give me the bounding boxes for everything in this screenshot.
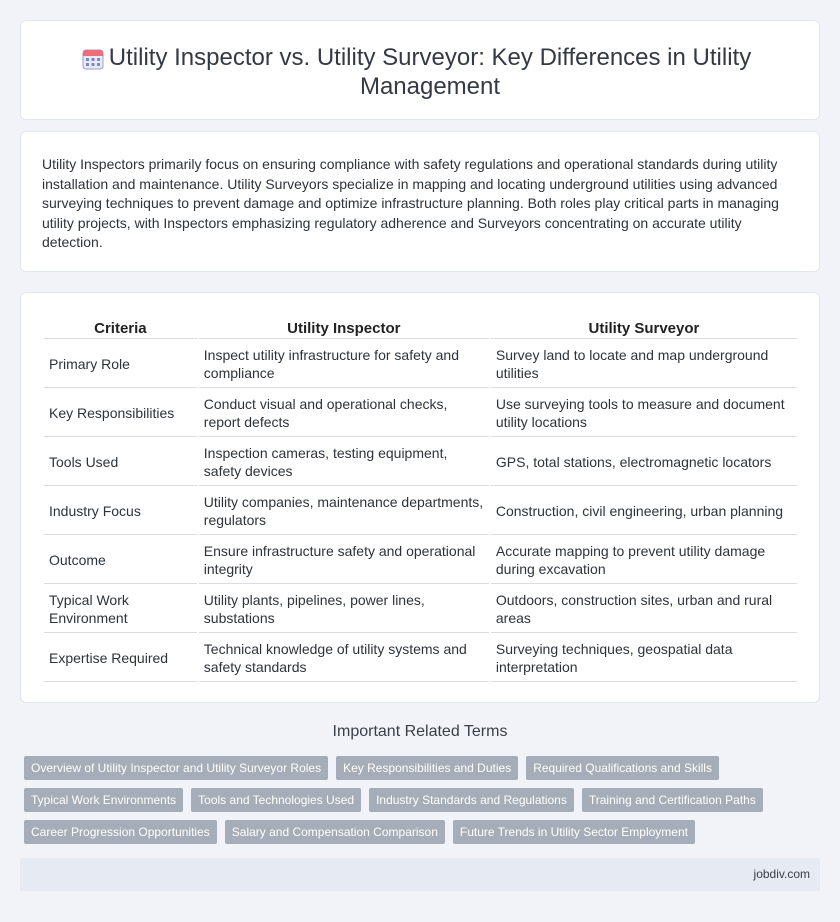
table-cell-criteria: Typical Work Environment xyxy=(44,586,197,633)
table-row xyxy=(44,586,797,633)
table-cell-inspector: Utility companies, maintenance departments, regulators xyxy=(199,488,489,535)
term-tag[interactable]: Training and Certification Paths xyxy=(582,788,763,812)
table-cell-inspector: Inspection cameras, testing equipment, safety devices xyxy=(199,439,489,486)
term-tag[interactable]: Industry Standards and Regulations xyxy=(369,788,574,812)
table-cell-surveyor: Surveying techniques, geospatial data interpretation xyxy=(491,635,797,682)
term-row xyxy=(24,820,814,844)
table-cell-surveyor: Accurate mapping to prevent utility damage during excavation xyxy=(491,537,797,584)
table-cell-criteria: Outcome xyxy=(44,537,197,584)
table-header-row xyxy=(44,317,797,339)
table-cell-criteria: Tools Used xyxy=(44,439,197,486)
table-cell-inspector: Technical knowledge of utility systems and safety standards xyxy=(199,635,489,682)
footer xyxy=(20,858,820,891)
term-tag[interactable]: Career Progression Opportunities xyxy=(24,820,217,844)
table-cell-criteria: Key Responsibilities xyxy=(44,390,197,437)
table-row xyxy=(44,390,797,437)
table-cell-surveyor: GPS, total stations, electromagnetic locators xyxy=(491,439,797,486)
table-cell-inspector: Utility plants, pipelines, power lines, substations xyxy=(199,586,489,633)
table-cell-surveyor: Outdoors, construction sites, urban and rural areas xyxy=(491,586,797,633)
table-cell-inspector: Ensure infrastructure safety and operational integrity xyxy=(199,537,489,584)
table-row xyxy=(44,537,797,584)
table-row xyxy=(44,635,797,682)
related-terms-heading: Important Related Terms xyxy=(332,723,508,740)
intro-text: Utility Inspectors primarily focus on ensuring compliance with safety regulations and operational standards during utility installation and maintenance. Utility Surveyors specialize in mapping and locating underground utilities using advanced surveying techniques to prevent damage and optimize infrastructure planning. Both roles play critical parts in managing utility projects, with Inspectors emphasizing regulatory adherence and Surveyors concentrating on accurate utility detection. xyxy=(42,156,779,251)
table-cell-criteria: Industry Focus xyxy=(44,488,197,535)
table-cell-inspector: Conduct visual and operational checks, report defects xyxy=(199,390,489,437)
footer-site-link[interactable]: jobdiv.com xyxy=(753,867,810,881)
term-row xyxy=(24,756,814,780)
table-row xyxy=(44,341,797,388)
column-header-criteria: Criteria xyxy=(44,317,197,339)
comparison-table-card xyxy=(20,292,820,703)
term-tag[interactable]: Salary and Compensation Comparison xyxy=(225,820,445,844)
term-tag[interactable]: Tools and Technologies Used xyxy=(191,788,361,812)
table-cell-criteria: Expertise Required xyxy=(44,635,197,682)
related-terms-list xyxy=(24,756,814,852)
term-tag[interactable]: Key Responsibilities and Duties xyxy=(336,756,518,780)
table-cell-surveyor: Construction, civil engineering, urban planning xyxy=(491,488,797,535)
table-cell-surveyor: Use surveying tools to measure and document utility locations xyxy=(491,390,797,437)
term-tag[interactable]: Future Trends in Utility Sector Employment xyxy=(453,820,695,844)
table-cell-inspector: Inspect utility infrastructure for safety and compliance xyxy=(199,341,489,388)
table-row xyxy=(44,439,797,486)
term-tag[interactable]: Overview of Utility Inspector and Utility Surveyor Roles xyxy=(24,756,328,780)
page-title: Utility Inspector vs. Utility Surveyor: Key Differences in Utility Management xyxy=(108,44,752,100)
table-cell-criteria: Primary Role xyxy=(44,341,197,388)
term-tag[interactable]: Required Qualifications and Skills xyxy=(526,756,719,780)
intro-card xyxy=(20,131,820,272)
header-card xyxy=(20,20,820,120)
term-tag[interactable]: Typical Work Environments xyxy=(24,788,183,812)
comparison-table xyxy=(42,315,799,684)
column-header-surveyor: Utility Surveyor xyxy=(491,317,797,339)
column-header-inspector: Utility Inspector xyxy=(199,317,489,339)
table-row xyxy=(44,488,797,535)
term-row xyxy=(24,788,814,812)
table-cell-surveyor: Survey land to locate and map underground utilities xyxy=(491,341,797,388)
